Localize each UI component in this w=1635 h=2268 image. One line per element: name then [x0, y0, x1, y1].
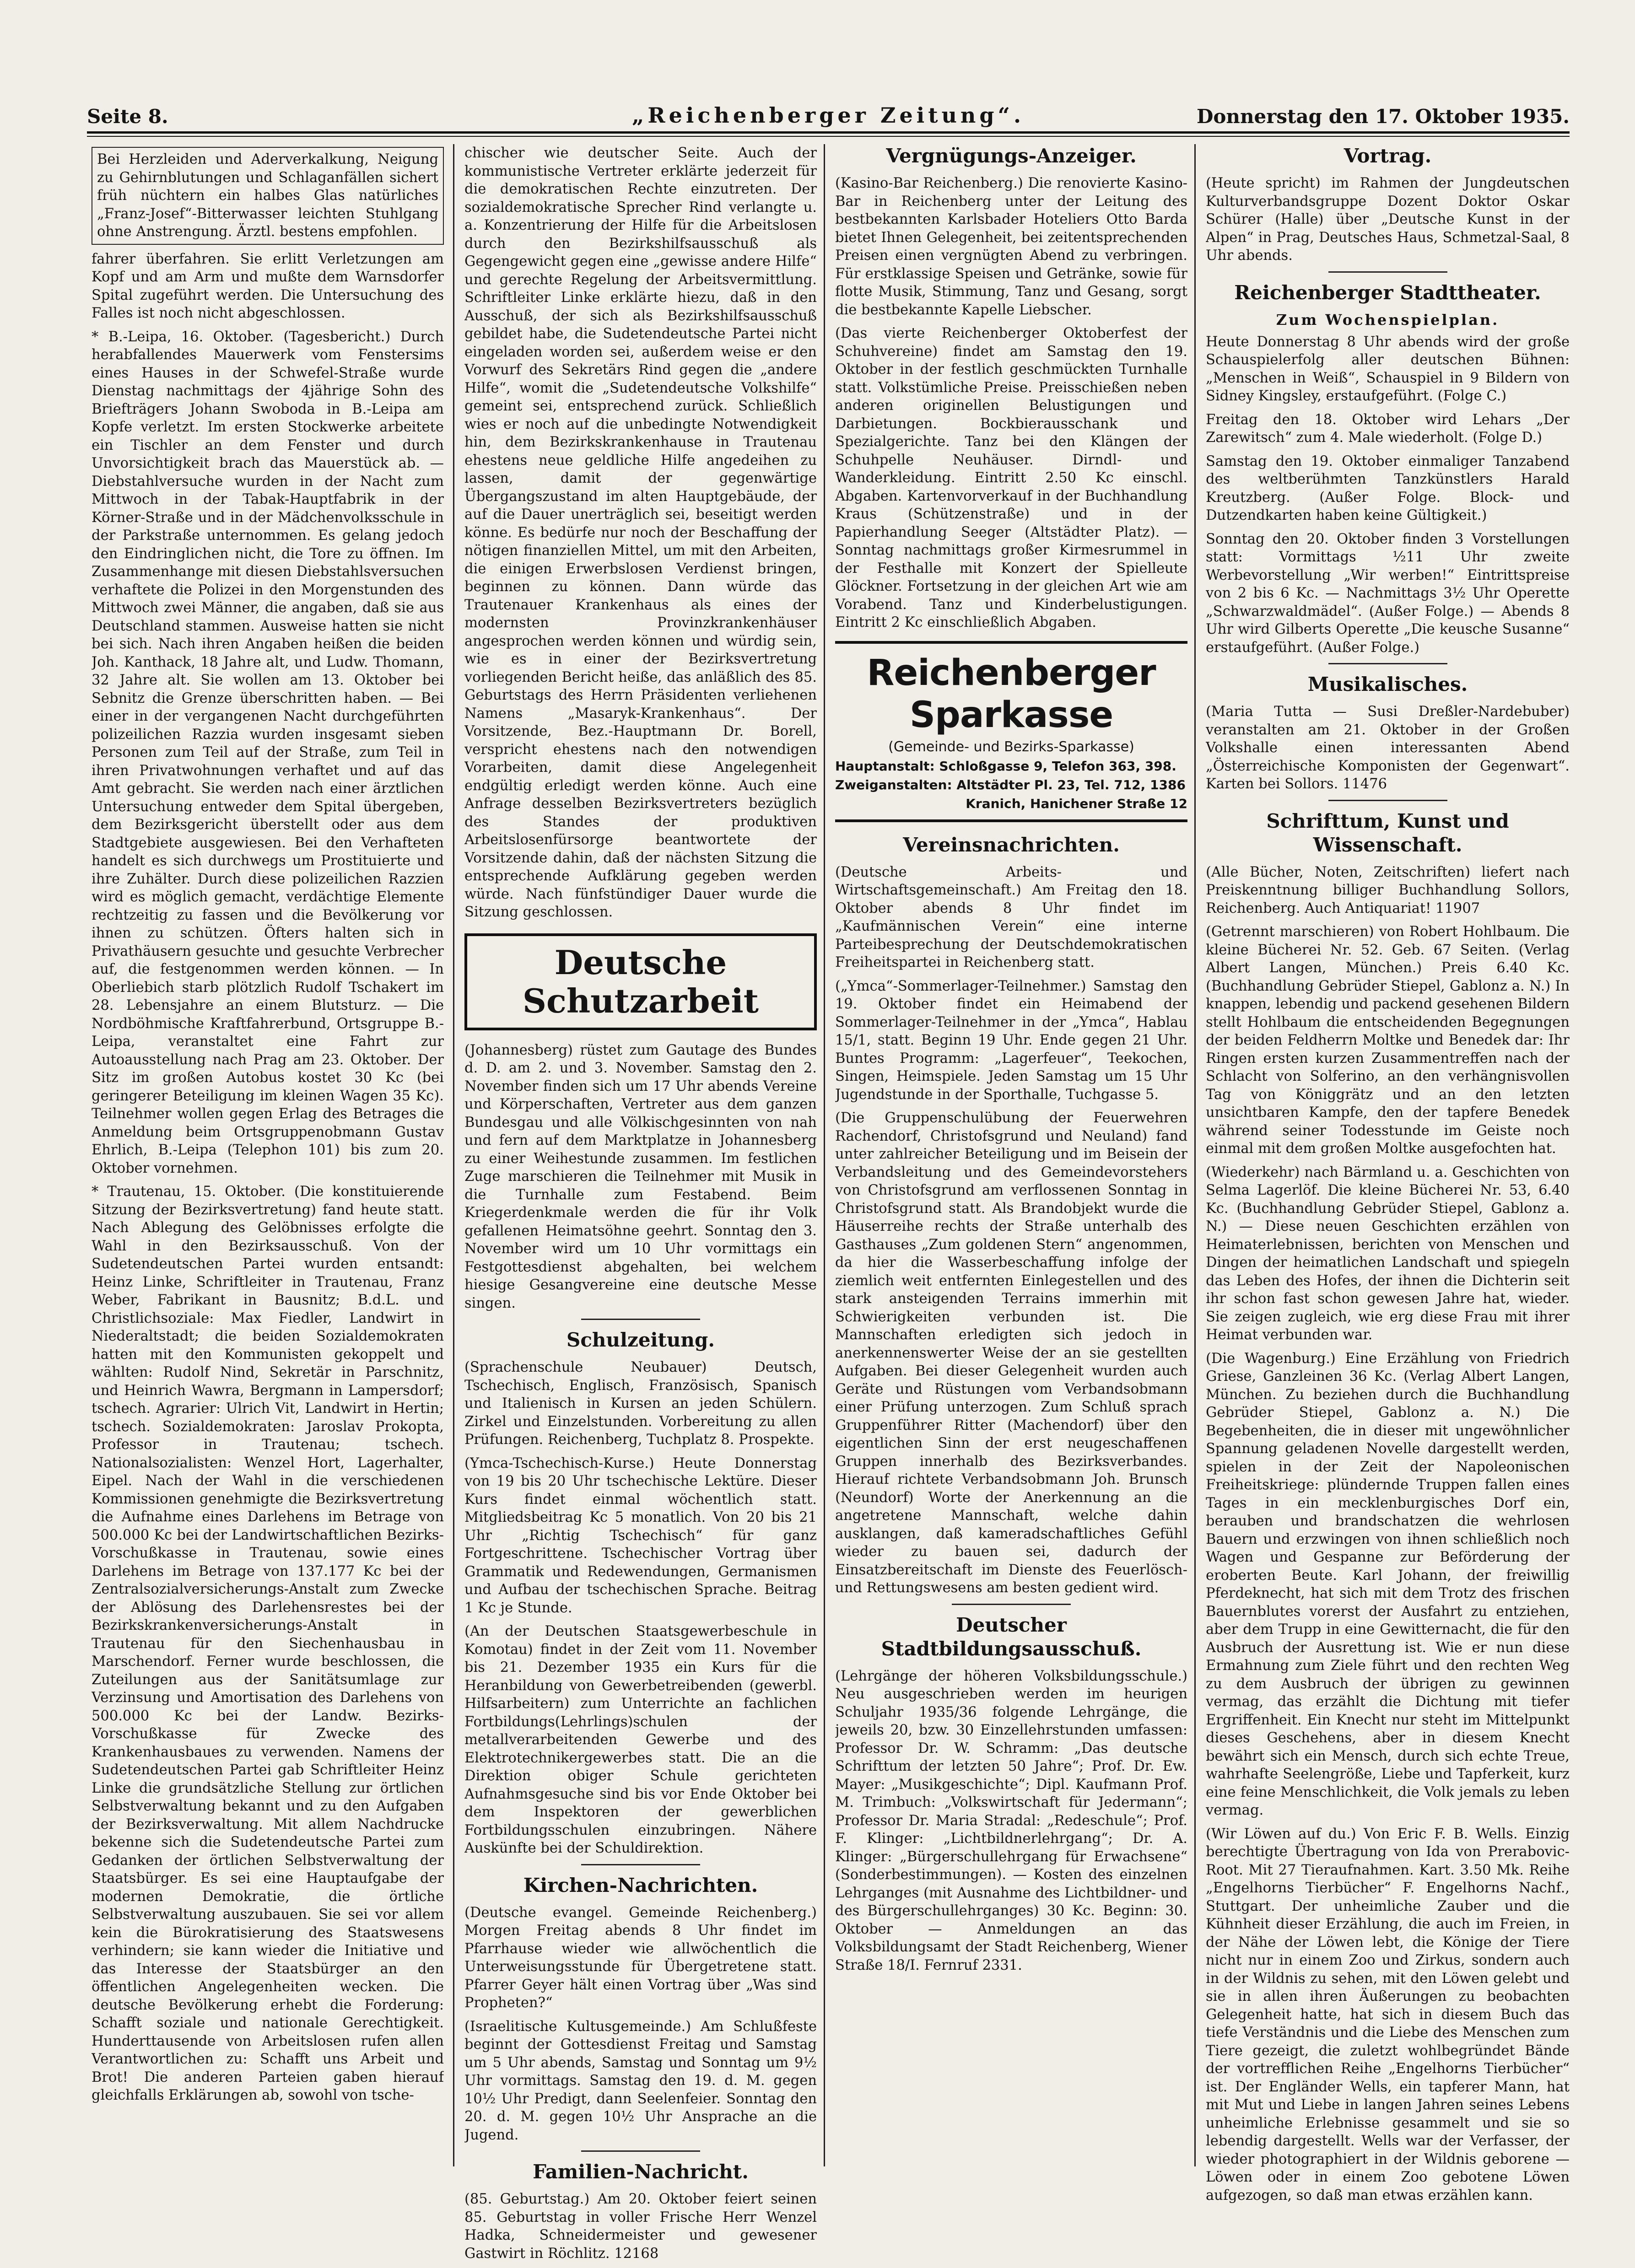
article-sprachenschule: (Sprachenschule Neubauer) Deutsch, Tschechisch, Englisch, Französisch, Spanisch und Italienisch in Kursen an jeden Schülern. Zirkel und Einzelstunden. Vorbereitung zu allen Prüfungen. Reichenberg, Tuchplatz 8. Prospekte. — [464, 1359, 817, 1448]
article-vortrag: (Heute spricht) im Rahmen der Jungdeutschen Kulturverbandsgruppe Dozent Doktor Oskar Schürer (Halle) über „Deutsche Kunst in der Alpen“ in Prag, Deutsches Haus, Schmetzal-Saal, 8 Uhr abends. — [1206, 175, 1570, 264]
article-kasino-bar: (Kasino-Bar Reichenberg.) Die renovierte Kasino-Bar in Reichenberg unter der Leitung des bestbekannten Karlsbader Hoteliers Otto Barda bietet Ihnen Gelegenheit, bei zeitentsprechenden Preisen einen vergnügten Abend zu verbringen. Für erstklassige Speisen und Getränke, sowie für flotte Musik, Stimmung, Tanz und Gesang, sorgt die bestbekannte Kapelle Liebscher. — [835, 175, 1187, 318]
column-separator — [453, 144, 454, 2166]
section-heading-familien: Familien-Nachricht. — [533, 2160, 749, 2183]
article-theater-sonntag: Sonntag den 20. Oktober finden 3 Vorstellungen statt: Vormittags ½11 Uhr zweite Werbevorstellung „Wir werben!“ Eintrittspreise von 2 bis 6 Kc. — Nachmittags 3½ Uhr Operette „Schwarzwaldmädel“. (Außer Folge.) — Abends 8 Uhr wird Gilberts Operette „Die keusche Susanne“ erstaufgeführt. (Außer Folge.) — [1206, 531, 1570, 656]
page-number: Seite 8. — [87, 105, 168, 128]
section-divider — [1328, 800, 1447, 801]
article-continuation: chischer wie deutscher Seite. Auch der kommunistische Vertreter erklärte jederzeit für die demokratischen Rechte einzutreten. Der sozialdemokratische Sprecher Rind verlangte u. a. Konzentrierung der Hilfe für die Arbeitslosen durch den Bezirkshilfsausschuß als Gegengewicht gegen eine „gewisse andere Hilfe“ und gerechte Regelung der Arbeitsvermittlung. Schriftleiter Linke erklärte hiezu, daß in den Ausschuß, der sich als Bezirkshilfsausschuß gebildet habe, die Sudetendeutsche Partei nicht eingeladen worden sei, außerdem weise er den Vorwurf des Sekretärs Rind gegen die „andere Hilfe“, womit die „Sudetendeutsche Volkshilfe“ gemeint sei, entsprechend zurück. Schließlich wies er noch auf die unbedingte Notwendigkeit hin, dem Bezirkskrankenhause in Trautenau ehestens neue geldliche Hilfe angedeihen zu lassen, damit der gegenwärtige Übergangszustand im alten Hauptgebäude, der auf die Dauer unerträglich sei, beseitigt werden könne. Es bedürfe nur noch der Beschaffung der nötigen finanziellen Mittel, um mit den Arbeiten, die einigen Erwerbslosen Verdienst bringen, beginnen zu können. Dann würde das Trautenauer Krankenhaus als eines der modernsten Provinzkrankenhäuser angesprochen werden können und würdig sein, wie es in einer der Bezirksvertretung vorliegenden Bericht heiße, das anläßlich des 85. Geburtstags des Herrn Präsidenten verliehenen Namens „Masaryk-Krankenhaus“. Der Vorsitzende, Bez.-Hauptmann Dr. Borell, verspricht ehestens nach den notwendigen Vorarbeiten, damit diese Angelegenheit endgültig erledigt werden könne. Auch eine Anfrage desselben Bezirksvertreters bezüglich des Standes der produktiven Arbeitslosenfürsorge beantwortete der Vorsitzende dahin, daß der nächsten Sitzung die entsprechende Aufklärung gegeben werden würde. Nach fünfstündiger Dauer wurde die Sitzung geschlossen. — [464, 145, 817, 920]
article-lagerloef: (Wiederkehr) nach Bärmland u. a. Geschichten von Selma Lagerlöf. Die kleine Bücherei Nr. 53, 6.40 Kc. (Buchhandlung Gebrüder Stiepel, Gablonz a. N.) — Diese neuen Geschichten erzählen von Heimaterlebnissen, berichten von Menschen und Dingen der heimatlichen Landschaft und spiegeln das Leben des Hofes, der ihnen die Dichterin seit ihr schon fast schon gewesen Jahre hat, wieder. Sie zeigen zugleich, wie erg diese Frau mit ihrer Heimat verbunden war. — [1206, 1164, 1570, 1343]
section-heading-schulzeitung: Schulzeitung. — [567, 1329, 715, 1351]
sparkasse-advert — [835, 641, 1187, 822]
article-b-leipa: * B.-Leipa, 16. Oktober. (Tagesbericht.) Durch herabfallendes Mauerwerk vom Fenstersims eines Hauses in der Schwefel-Straße wurde Dienstag nachmittags der 4jährige Sohn des Briefträgers Johann Swoboda in B.-Leipa am Kopfe verletzt. Im ersten Stockwerke arbeitete ein Tischler an dem Fenster und durch Unvorsichtigkeit brach das Mauerstück ab. — Diebstahlversuche wurden in der Nacht zum Mittwoch in der Tabak-Hauptfabrik in der Körner-Straße und in der Mädchenvolksschule in der Parkstraße unternommen. Es gelang jedoch den Eindringlichen nicht, die Tore zu öffnen. Im Zusammenhange mit diesen Diebstahlsversuchen verhaftete die Polizei in den Morgenstunden des Mittwoch zwei Männer, die angaben, daß sie aus Deutschland stammen. Ausweise hatten sie nicht bei sich. Nach ihren Angaben heißen die beiden Joh. Kanthack, 18 Jahre alt, und Ludw. Thomann, 32 Jahre alt. Sie wollen am 13. Oktober bei Sebnitz die Grenze überschritten haben. — Bei einer in der vergangenen Nacht durchgeführten polizeilichen Razzia wurden insgesamt sieben Personen zum Teil auf der Straße, zum Teil in ihren Privatwohnungen verhaftet und auf das Amt gebracht. Sie werden nach einer ärztlichen Untersuchung entweder dem Spital übergeben, dem Bezirksgericht überstellt oder aus dem Stadtgebiete ausgewiesen. Bei den Verhafteten handelt es sich durchwegs um Prostituierte und ihre Zuhälter. Durch diese polizeilichen Razzien wird es möglich gemacht, verdächtige Elemente rechtzeitig zu fassen und die Bevölkerung vor ihnen zu schützen. Öfters halten sich in Privathäusern gesuchte und gesuchte Verbrecher auf, die festgenommen werden können. — In Oberliebich starb plötzlich Rudolf Tschakert im 28. Lebensjahre an einem Blutsturz. — Die Nordböhmische Kraftfahrerbund, Ortsgruppe B.-Leipa, veranstaltet eine Fahrt zur Autoausstellung nach Prag am 23. Oktober. Der Sitz im großen Autobus kostet 30 Kc (bei geringerer Beteiligung im kleinen Wagen 35 Kc). Teilnehmer wollen gegen Erlag des Betrages die Anmeldung beim Ortsgruppenobmann Gustav Ehrlich, B.-Leipa (Telephon 101) bis zum 20. Oktober vornehmen. — [92, 329, 444, 1176]
article-kultusgemeinde: (Israelitische Kultusgemeinde.) Am Schlußfeste beginnt der Gottesdienst Freitag und Samstag um 5 Uhr abends, Samstag und Sonntag um 9½ Uhr vormittags. Samstag den 19. d. M. gegen 10½ Uhr Predigt, dann Seelenfeier. Sonntag den 20. d. M. gegen 10½ Uhr Ansprache an die Jugend. — [464, 2018, 817, 2143]
article-trautenau: * Trautenau, 15. Oktober. (Die konstituierende Sitzung der Bezirksvertretung) fand heute statt. Nach Ablegung des Gelöbnisses erfolgte die Wahl in den Bezirksausschuß. Von der Sudetendeutschen Partei wurden entsandt: Heinz Linke, Schriftleiter in Trautenau, Franz Weber, Fabrikant in Bausnitz; B.d.L. und Christlichsoziale: Max Fiedler, Landwirt in Niederaltstadt; die beiden Sozialdemokraten hatten mit den Kommunisten gekoppelt und wählten: Rudolf Nind, Sekretär in Parschnitz, und Heinrich Wawra, Bergmann in Lampersdorf; tschech. Agrarier: Ulrich Vit, Landwirt in Hertin; tschech. Sozialdemokraten: Jaroslav Prokopta, Professor in Trautenau; tschech. Nationalsozialisten: Wenzel Hort, Lagerhalter, Eipel. Nach der Wahl in die verschiedenen Kommissionen genehmigte die Bezirksvertretung die Aufnahme eines Darlehens im Betrage von 500.000 Kc bei der Landwirtschaftlichen Bezirks-Vorschußkasse in Trautenau, sowie eines Darlehens im Betrage von 137.177 Kc bei der Zentralsozialversicherungs-Anstalt zum Zwecke der Ablösung des Darlehensrestes bei der Bezirkskrankenversicherungs-Anstalt in Trautenau für den Siechenhausbau in Marschendorf. Ferner wurde beschlossen, die Zuteilungen aus der Sanitätsumlage zur Verzinsung und Amortisation des Darlehens von 500.000 Kc bei der Landw. Bezirks-Vorschußkasse für Zwecke des Krankenhausbaues zu verwenden. Namens der Sudetendeutschen Partei gab Schriftleiter Heinz Linke die grundsätzliche Stellung zur örtlichen Selbstverwaltung bekannt und zu den Aufgaben der Bezirksverwaltung. Mit allem Nachdrucke bekenne sich die Sudetendeutsche Partei zum Gedanken der örtlichen Selbstverwaltung der Staatsbürger. Es sei eine Hauptaufgabe der modernen Demokratie, die örtliche Selbstverwaltung auszubauen. Sie sei vor allem kein die Bürokratisierung des Staatswesens verhindern; sie kann wieder die Initiative und das Interesse der Staatsbürger an den öffentlichen Angelegenheiten wecken. Die deutsche Bevölkerung erhebt die Forderung: Schafft soziale und nationale Gerechtigkeit. Hunderttausende von Arbeitslosen rufen allen Verantwortlichen zu: Schafft uns Arbeit und Brot! Die anderen Parteien gaben hierauf gleichfalls Erklärungen ab, sowohl von tsche- — [92, 1184, 444, 2103]
article-staatsgewerbeschule: (An der Deutschen Staatsgewerbeschule in Komotau) findet in der Zeit vom 11. November bis 21. Dezember 1935 ein Kurs für die Heranbildung von Gewerbetreibenden (gewerbl. Hilfsarbeitern) zum Unterrichte an fachlichen Fortbildungs(Lehrlings)schulen der metallverarbeitenden Gewerbe und des Elektrotechnikergewerbes statt. Die an die Direktion obiger Schule gerichteten Aufnahmsgesuche sind bis vor Ende Oktober bei dem Inspektoren der gewerblichen Fortbildungsschulen einzubringen. Nähere Auskünfte bei der Schuldirektion. — [464, 1623, 817, 1856]
column-separator — [824, 144, 825, 2166]
sparkasse-main-office: Hauptanstalt: Schloßgasse 9, Telefon 363, 398. — [835, 758, 1176, 774]
schutzarbeit-box — [464, 933, 817, 1030]
section-heading-schrifttum: Schrifttum, Kunst und Wissenschaft. — [1266, 809, 1509, 856]
newspaper-page — [87, 98, 1570, 2262]
section-divider — [581, 2150, 700, 2152]
section-divider — [581, 1319, 700, 1320]
column-4 — [1206, 144, 1570, 2210]
bitterwasser-advert: Bei Herzleiden und Aderverkalkung, Neigung zu Gehirnblutungen und Schlaganfällen sichert früh nüchtern ein halbes Glas natürliches „Franz-Josef“-Bitterwasser leichten Stuhlgang ohne Anstrengung. Ärztl. bestens empfohlen. — [92, 147, 444, 245]
section-divider — [581, 1864, 700, 1865]
article-konzertabend: (Maria Tutta — Susi Dreßler-Nardebuber) veranstalten am 21. Oktober in der Großen Volkshalle einen interessanten Abend „Österreichische Komponisten der Gegenwart“. Karten bei Sollors. 11476 — [1206, 704, 1570, 792]
sparkasse-name: Reichenberger Sparkasse — [867, 652, 1156, 736]
page-header — [87, 98, 1570, 135]
article-theater-donnerstag: Heute Donnerstag 8 Uhr abends wird der große Schauspielerfolg aller deutschen Bühnen: „Menschen in Weiß“, Schauspiel in 9 Bildern von Sidney Kingsley, erstaufgeführt. (Folge C.) — [1206, 334, 1570, 404]
subheading-spielplan: Zum Wochenspielplan. — [1276, 311, 1500, 329]
sparkasse-branch: Kranich, Hanichener Straße 12 — [966, 796, 1187, 811]
article-feuerwehr: (Die Gruppenschulübung der Feuerwehren Rachendorf, Christofsgrund und Neuland) fand unter zahlreicher Beteiligung und im Beisein der Verbandsleitung und des Gemeindevorstehers von Christofsgrund am verflossenen Sonntag in Christofsgrund statt. Als Brandobjekt wurde die Häuserreihe rechts der Straße unterhalb des Gasthauses „Zum goldenen Stern“ angenommen, da hier die Wasserbeschaffung infolge der ziemlich weit entfernten Einlegestellen und des stark ansteigenden Terrains immerhin mit Schwierigkeiten verbunden ist. Die Mannschaften erledigten sich jedoch in anerkennenswerter Weise der an sie gestellten Aufgaben. Bei dieser Gelegenheit wurden auch Geräte und Rüstungen vom Verbandsobmann einer Prüfung unterzogen. Zum Schluß sprach Gruppenführer Ritter (Machendorf) über den eigentlichen Sinn der erst neugeschaffenen Gruppen innerhalb des Bezirksverbandes. Hierauf richtete Verbandsobmann Joh. Brunsch (Neundorf) Worte der Anerkennung an die angetretene Mannschaft, welche dahin ausklangen, daß kameradschaftliches Gefühl wieder zu bauen sei, dadurch der Einsatzbereitschaft im Dienste des Feuerlösch- und Rettungswesens am besten gedient wird. — [835, 1110, 1187, 1596]
section-divider — [1328, 271, 1447, 273]
section-heading-musikalisches: Musikalisches. — [1307, 673, 1468, 695]
section-heading-stadttheater: Reichenberger Stadttheater. — [1234, 281, 1541, 304]
section-heading-verein: Vereinsnachrichten. — [903, 833, 1120, 856]
sparkasse-subtitle: (Gemeinde- und Bezirks-Sparkasse) — [888, 738, 1134, 755]
sparkasse-branch: Zweiganstalten: Altstädter Pl. 23, Tel. 712, 1386 — [835, 777, 1186, 792]
section-heading-stadtbildung: Deutscher Stadtbildungsausschuß. — [881, 1613, 1142, 1660]
article-wagenburg: (Die Wagenburg.) Eine Erzählung von Friedrich Griese, Ganzleinen 36 Kc. (Verlag Albert Langen, München. Zu beziehen durch die Buchhandlung Gebrüder Stiepel, Gablonz a. N.) Die Begebenheiten, die in dieser mit ungewöhnlicher Spannung geladenen Novelle dargestellt werden, spielen in der Zeit der Napoleonischen Freiheitskriege: plündernde Truppen fallen eines Tages in ein mecklenburgisches Dorf ein, berauben und brandschatzen die wehrlosen Bauern und erzwingen von ihnen schließlich noch Wagen und Gespanne zur Beförderung der eroberten Beute. Karl Johann, der freiwillig Pferdeknecht, hat sich mit dem Trotz des frischen Bauernblutes vorerst der Ausfahrt zu entziehen, aber dem Trupp in eine Gewitternacht, die für den Ausbruch der Ausrettung ist. Wie er nun diese Ermahnung zum Ziele führt und den rechten Weg zu dem Ausbruch der übrigen zu gewinnen vermag, das erzählt die Dichtung mit tiefer Ergriffenheit. Ein Knecht nur steht im Mittelpunkt dieses Geschehens, aber in diesem Knecht bewährt sich ein Mensch, durch sich echte Treue, wahrhafte Seelengröße, Liebe und Tapferkeit, kurz eine feine Menschlichkeit, die Volk jemals zu leben vermag. — [1206, 1350, 1570, 1818]
article-hohlbaum: (Getrennt marschieren) von Robert Hohlbaum. Die kleine Bücherei Nr. 52. Geb. 67 Seiten. (Verlag Albert Langen, München.) Preis 6.40 Kc. (Buchhandlung Gebrüder Stiepel, Gablonz a. N.) In knappen, lebendig und packend gesehenen Bildern stellt Hohlbaum die entscheidenden Begegnungen der beiden Feldherrn Moltke und Benedek dar: Ihr Ringen ersten kurzen Zusammentreffen nach der Schlacht von Solferino, an den verhängnisvollen Tag von Königgrätz und an den letzten unsichtbaren Kampfe, den der tapfere Benedek während seiner Todesstunde im Geiste noch einmal mit dem großen Moltke ausgefochten hat. — [1206, 924, 1570, 1157]
article-johannesberg: (Johannesberg) rüstet zum Gautage des Bundes d. D. am 2. und 3. November. Samstag den 2. November finden sich um 17 Uhr abends Vereine und Körperschaften, Vertreter aus dem ganzen Bundesgau und alle Völkischgesinnten von nah und fern auf dem Marktplatze in Johannesberg zu einer Weihestunde zusammen. Im festlichen Zuge marschieren die Teilnehmer mit Musik in die Turnhalle zum Festabend. Beim Kriegerdenkmale werden die für ihr Volk gefallenen Heimatsöhne geehrt. Sonntag den 3. November wird um 10 Uhr vormittags ein Festgottesdienst abgehalten, bei welchem hiesige Gesangvereine eine deutsche Messe singen. — [464, 1042, 817, 1311]
article-ymca-sommerlager: („Ymca“-Sommerlager-Teilnehmer.) Samstag den 19. Oktober findet ein Heimabend der Sommerlager-Teilnehmer in der „Ymca“, Hablau 15/1, statt. Beginn 19 Uhr. Ende gegen 21 Uhr. Buntes Programm: „Lagerfeuer“, Teekochen, Singen, Heimspiele. Jeden Samstag um 15 Uhr Jugendstunde in der Sporthalle, Tuchgasse 5. — [835, 978, 1187, 1103]
section-heading-vortrag: Vortrag. — [1344, 145, 1432, 167]
article-oktoberfest: (Das vierte Reichenberger Oktoberfest der Schuhvereine) findet am Samstag den 19. Oktober in der festlich geschmückten Turnhalle statt. Volkstümliche Preise. Preisschießen neben anderen originellen Belustigungen und Darbietungen. Bockbierausschank und Spezialgerichte. Tanz bei den Klängen der Schuhpelle Neuhäuser. Dirndl- und Wanderkleidung. Eintritt 2.50 Kc einschl. Abgaben. Kartenvorverkauf in der Buchhandlung Kraus (Schützenstraße) und in der Papierhandlung Seeger (Altstädter Platz). — Sonntag nachmittags großer Kirmesrummel in der Festhalle mit Konzert der Spielleute Glöckner. Fortsetzung in der gleichen Art wie am Vorabend. Tanz und Kinderbelustigungen. Eintritt 2 Kc einschließlich Abgaben. — [835, 325, 1187, 630]
article-evangel-gemeinde: (Deutsche evangel. Gemeinde Reichenberg.) Morgen Freitag abends 8 Uhr findet im Pfarrhause wieder wie allwöchentlich die Unterweisungsstunde für Übergetretene statt. Pfarrer Geyer hält einen Vortrag über „Was sind Propheten?“ — [464, 1904, 817, 2011]
issue-date: Donnerstag den 17. Oktober 1935. — [1196, 105, 1570, 128]
column-2 — [464, 144, 817, 2268]
column-separator — [1194, 144, 1196, 2166]
article-buecher: (Alle Bücher, Noten, Zeitschriften) liefert nach Preiskenntnung billiger Buchhandlung Sollors, Reichenberg. Auch Antiquariat! 11907 — [1206, 864, 1570, 916]
header-rule-thin — [87, 136, 1570, 137]
article-text: fahrer überfahren. Sie erlitt Verletzungen am Kopf und am Arm und mußte dem Warnsdorfer Spital zugeführt werden. Die Untersuchung des Falles ist noch nicht abgeschlossen. — [92, 251, 444, 321]
section-heading-kirchen: Kirchen-Nachrichten. — [523, 1874, 758, 1896]
schutzarbeit-title: Deutsche Schutzarbeit — [522, 943, 759, 1020]
article-theater-freitag: Freitag den 18. Oktober wird Lehars „Der Zarewitsch“ zum 4. Male wiederholt. (Folge D.) — [1206, 411, 1570, 446]
column-3 — [835, 144, 1187, 1980]
column-1 — [92, 144, 444, 2110]
section-heading-vergnuegung: Vergnügungs-Anzeiger. — [886, 145, 1137, 167]
article-arbeitsgemeinschaft: (Deutsche Arbeits- und Wirtschaftsgemeinschaft.) Am Freitag den 18. Oktober abends 8 Uhr findet im „Kaufmännischen Verein“ eine interne Parteibesprechung der Deutschdemokratischen Freiheitspartei in Reichenberg statt. — [835, 864, 1187, 970]
article-loewen: (Wir Löwen auf du.) Von Eric F. B. Wells. Einzig berechtigte Übertragung von Ida von Prerabovic-Root. Mit 27 Tieraufnahmen. Kart. 3.50 Mk. Reihe „Engelhorns Tierbücher“ F. Engelhorns Nachf., Stuttgart. Der unheimliche Zauber und die Kühnheit dieser Erzählung, die auch im Freien, in der Nähe der Löwen lebt, die Könige der Tiere nicht nur in einem Zoo und Zirkus, sondern auch in der Wildnis zu sehen, mit den Löwen gelebt und sie in allen ihren Äußerungen zu beobachten Gelegenheit hatte, hat sich in diesem Buch das tiefe Verständnis und die Liebe des Menschen zum Tiere gezeigt, die zuletzt wohlbegründet Bände der vortrefflichen Reihe „Engelhorns Tierbücher“ ist. Der Engländer Wells, ein tapferer Mann, hat mit Mut und Liebe in langen Jahren seines Lebens unheimliche Erlebnisse gesammelt und sie so lebendig dargestellt. Wells war der Verfasser, der wieder photographiert in der Wildnis geborene — Löwen oder in einem Zoo gebotene Löwen aufgezogen, so daß man etwas erzählen kann. — [1206, 1826, 1570, 2203]
newspaper-title: „Reichenberger Zeitung“. — [631, 103, 1025, 128]
article-lehrgaenge: (Lehrgänge der höheren Volksbildungsschule.) Neu ausgeschrieben werden im heurigen Schuljahr 1935/36 folgende Lehrgänge, die jeweils 20, bzw. 30 Einzellehrstunden umfassen: Professor Dr. W. Schramm: „Das deutsche Schrifttum der letzten 50 Jahre“; Prof. Dr. Ew. Mayer: „Musikgeschichte“; Dipl. Kaufmann Prof. M. Trimbuch: „Volkswirtschaft für Jedermann“; Professor Dr. Maria Stradal: „Redeschule“; Prof. F. Klinger: „Lichtbildnerlehrgang“; Dr. A. Klinger: „Bürgerschullehrgang für Erwachsene“ (Sonderbestimmungen). — Kosten des einzelnen Lehrganges (mit Ausnahme des Lichtbildner- und des Bürgerschullehrganges) 30 Kc. Beginn: 30. Oktober — Anmeldungen an das Volksbildungsamt der Stadt Reichenberg, Wiener Straße 18/I. Fernruf 2331. — [835, 1668, 1187, 1973]
section-divider — [952, 1604, 1071, 1605]
section-divider — [1328, 663, 1447, 664]
article-ymca-kurse: (Ymca-Tschechisch-Kurse.) Heute Donnerstag von 19 bis 20 Uhr tschechische Lektüre. Dieser Kurs findet einmal wöchentlich statt. Mitgliedsbeitrag Kc 5 monatlich. Von 20 bis 21 Uhr „Richtig Tschechisch“ für ganz Fortgeschrittene. Tschechischer Vortrag über Grammatik und Redewendungen, Germanismen und Aufbau der tschechischen Sprache. Beitrag 1 Kc je Stunde. — [464, 1455, 817, 1616]
article-theater-samstag: Samstag den 19. Oktober einmaliger Tanzabend des weltberühmten Tanzkünstlers Harald Kreutzberg. (Außer Folge. Block- und Dutzendkarten haben keine Gültigkeit.) — [1206, 453, 1570, 523]
article-geburtstag: (85. Geburtstag.) Am 20. Oktober feiert seinen 85. Geburtstag in voller Frische Herr Wenzel Hadka, Schneidermeister und gewesener Gastwirt in Röchlitz. 12168 — [464, 2191, 817, 2262]
header-rule — [87, 131, 1570, 134]
